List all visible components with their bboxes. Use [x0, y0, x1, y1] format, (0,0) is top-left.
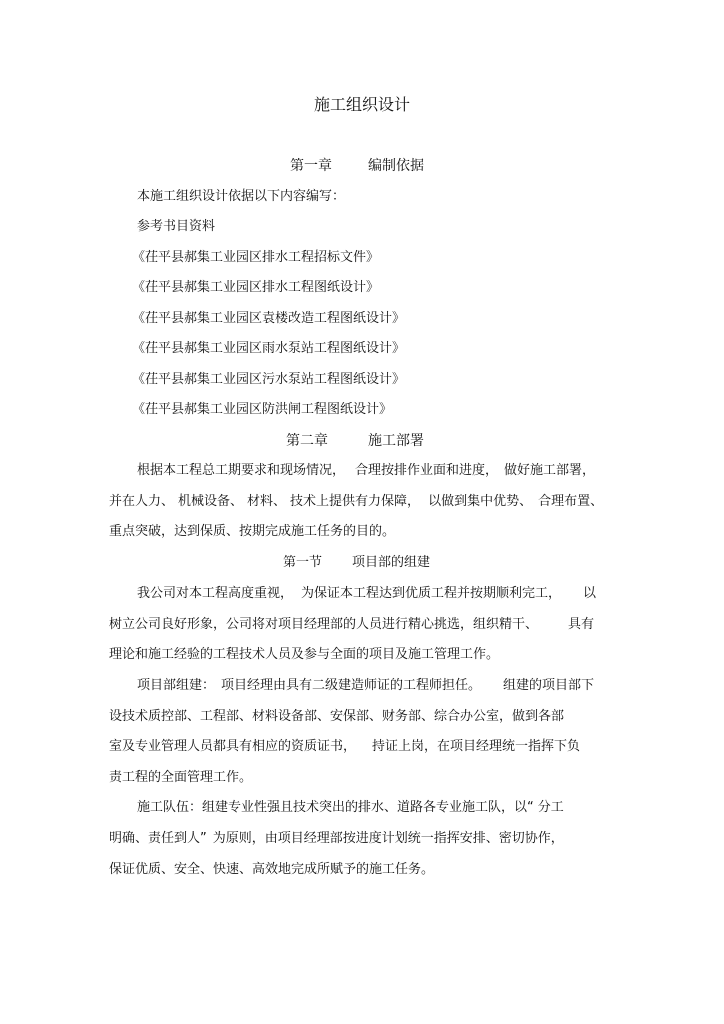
- paragraph-line: 理论和施工经验的工程技术人员及参与全面的项目及施工管理工作。: [109, 647, 500, 662]
- paragraph-line: 项目部组建： 项目经理由具有二级建造师证的工程师担任。 组建的项目部下: [137, 678, 595, 693]
- reference-item: 《茌平县郝集工业园区袁楼改造工程图纸设计》: [132, 311, 406, 326]
- reference-item: 《茌平县郝集工业园区防洪闸工程图纸设计》: [132, 402, 393, 417]
- paragraph-line: 责工程的全面管理工作。: [109, 770, 253, 785]
- paragraph-line: 明确、责任到人” 为原则，由项目经理部按进度计划统一指挥安排、密切协作，: [109, 831, 564, 846]
- paragraph-line: 保证优质、安全、快速、高效地完成所赋予的施工任务。: [109, 862, 435, 877]
- chapter1-heading: [290, 156, 424, 176]
- chapter2-name: 施工部署: [368, 433, 424, 449]
- paragraph-line: 树立公司良好形象，公司将对项目经理部的人员进行精心挑选，组织精干、 具有: [109, 617, 595, 632]
- paragraph-line: 重点突破，达到保质、按期完成施工任务的目的。: [109, 524, 396, 539]
- chapter1-intro: 本施工组织设计依据以下内容编写：: [137, 189, 346, 204]
- reference-item: 《茌平县郝集工业园区污水泵站工程图纸设计》: [132, 372, 406, 387]
- chapter2-heading: [286, 431, 424, 451]
- chapter2-number: 第二章: [286, 433, 328, 449]
- document-title: 施工组织设计: [313, 95, 410, 114]
- reference-item: 《茌平县郝集工业园区排水工程招标文件》: [132, 250, 380, 265]
- paragraph-line: 并在人力、 机械设备、 材料、 技术上提供有力保障， 以做到集中优势、 合理布置、: [109, 494, 604, 509]
- section1-number: 第一节: [283, 555, 323, 570]
- reference-item: 《茌平县郝集工业园区雨水泵站工程图纸设计》: [132, 341, 406, 356]
- paragraph-line: 根据本工程总工期要求和现场情况， 合理按排作业面和进度， 做好施工部署，: [137, 463, 596, 478]
- reference-item: 《茌平县郝集工业园区排水工程图纸设计》: [132, 280, 380, 295]
- section1-heading: [283, 554, 430, 572]
- section1-name: 项目部的组建: [352, 555, 431, 570]
- paragraph-line: 我公司对本工程高度重视， 为保证本工程达到优质工程并按期顺利完工， 以: [137, 586, 597, 601]
- paragraph-line: 施工队伍：组建专业性强且技术突出的排水、道路各专业施工队，以“ 分工: [137, 800, 564, 815]
- reference-heading: 参考书目资料: [137, 219, 216, 234]
- paragraph-line: 室及专业管理人员都具有相应的资质证书， 持证上岗，在项目经理统一指挥下负: [109, 739, 581, 754]
- chapter1-name: 编制依据: [368, 158, 424, 174]
- paragraph-line: 设技术质控部、工程部、材料设备部、安保部、财务部、综合办公室，做到各部: [109, 709, 565, 724]
- chapter1-number: 第一章: [290, 158, 332, 174]
